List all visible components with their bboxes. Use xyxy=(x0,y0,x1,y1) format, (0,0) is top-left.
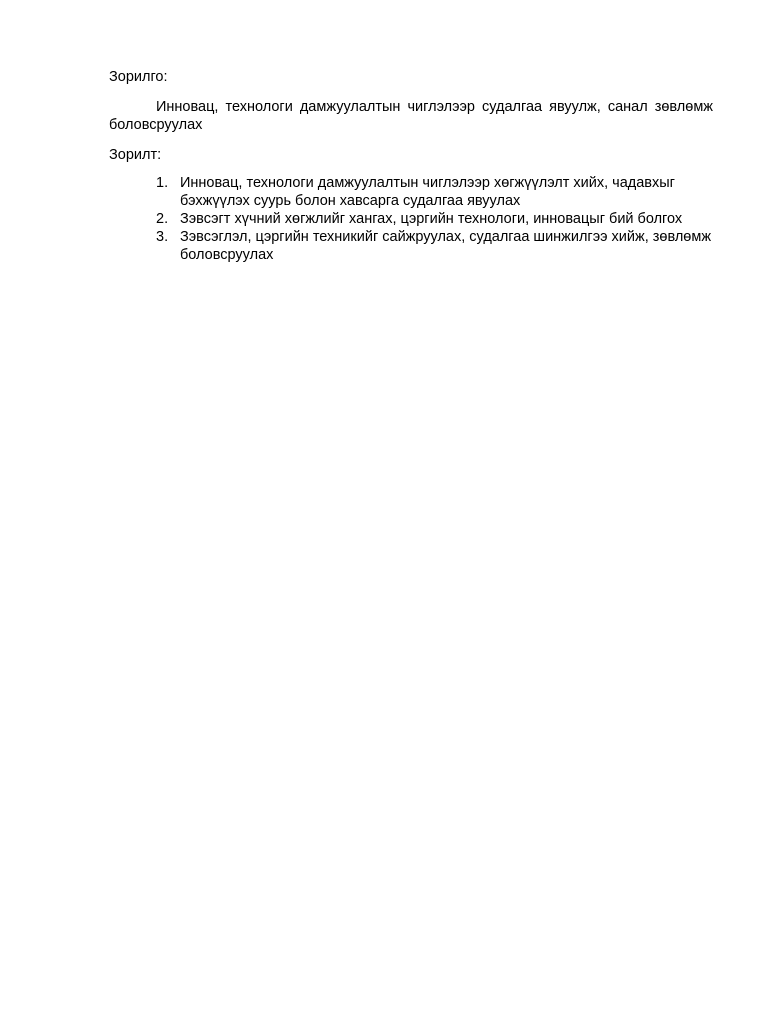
list-item-number: 3. xyxy=(156,229,169,245)
list-item-number: 1. xyxy=(156,175,169,191)
list-item-text: Инновац, технологи дамжуулалтын чиглэлээр хөгжүүлэлт хийх, чадавхыг бэхжүүлэх суурь болон хавсарга судалгаа явуулах xyxy=(180,175,675,209)
objectives-heading: Зорилт: xyxy=(109,147,162,163)
list-item xyxy=(109,228,713,264)
list-item-number: 2. xyxy=(156,211,169,227)
goal-paragraph: Инновац, технологи дамжуулалтын чиглэлээр судалгаа явуулж, санал зөвлөмж боловсруулах xyxy=(109,99,713,133)
list-item xyxy=(109,174,713,210)
document-content xyxy=(109,68,713,264)
list-item-text: Зэвсэглэл, цэргийн техникийг сайжруулах, судалгаа шинжилгээ хийж, зөвлөмж боловсруулах xyxy=(180,229,712,263)
objectives-list xyxy=(109,174,713,264)
goal-heading: Зорилго: xyxy=(109,69,168,85)
list-item xyxy=(109,210,713,228)
list-item-text: Зэвсэгт хүчний хөгжлийг хангах, цэргийн технологи, инновацыг бий болгох xyxy=(180,211,683,227)
